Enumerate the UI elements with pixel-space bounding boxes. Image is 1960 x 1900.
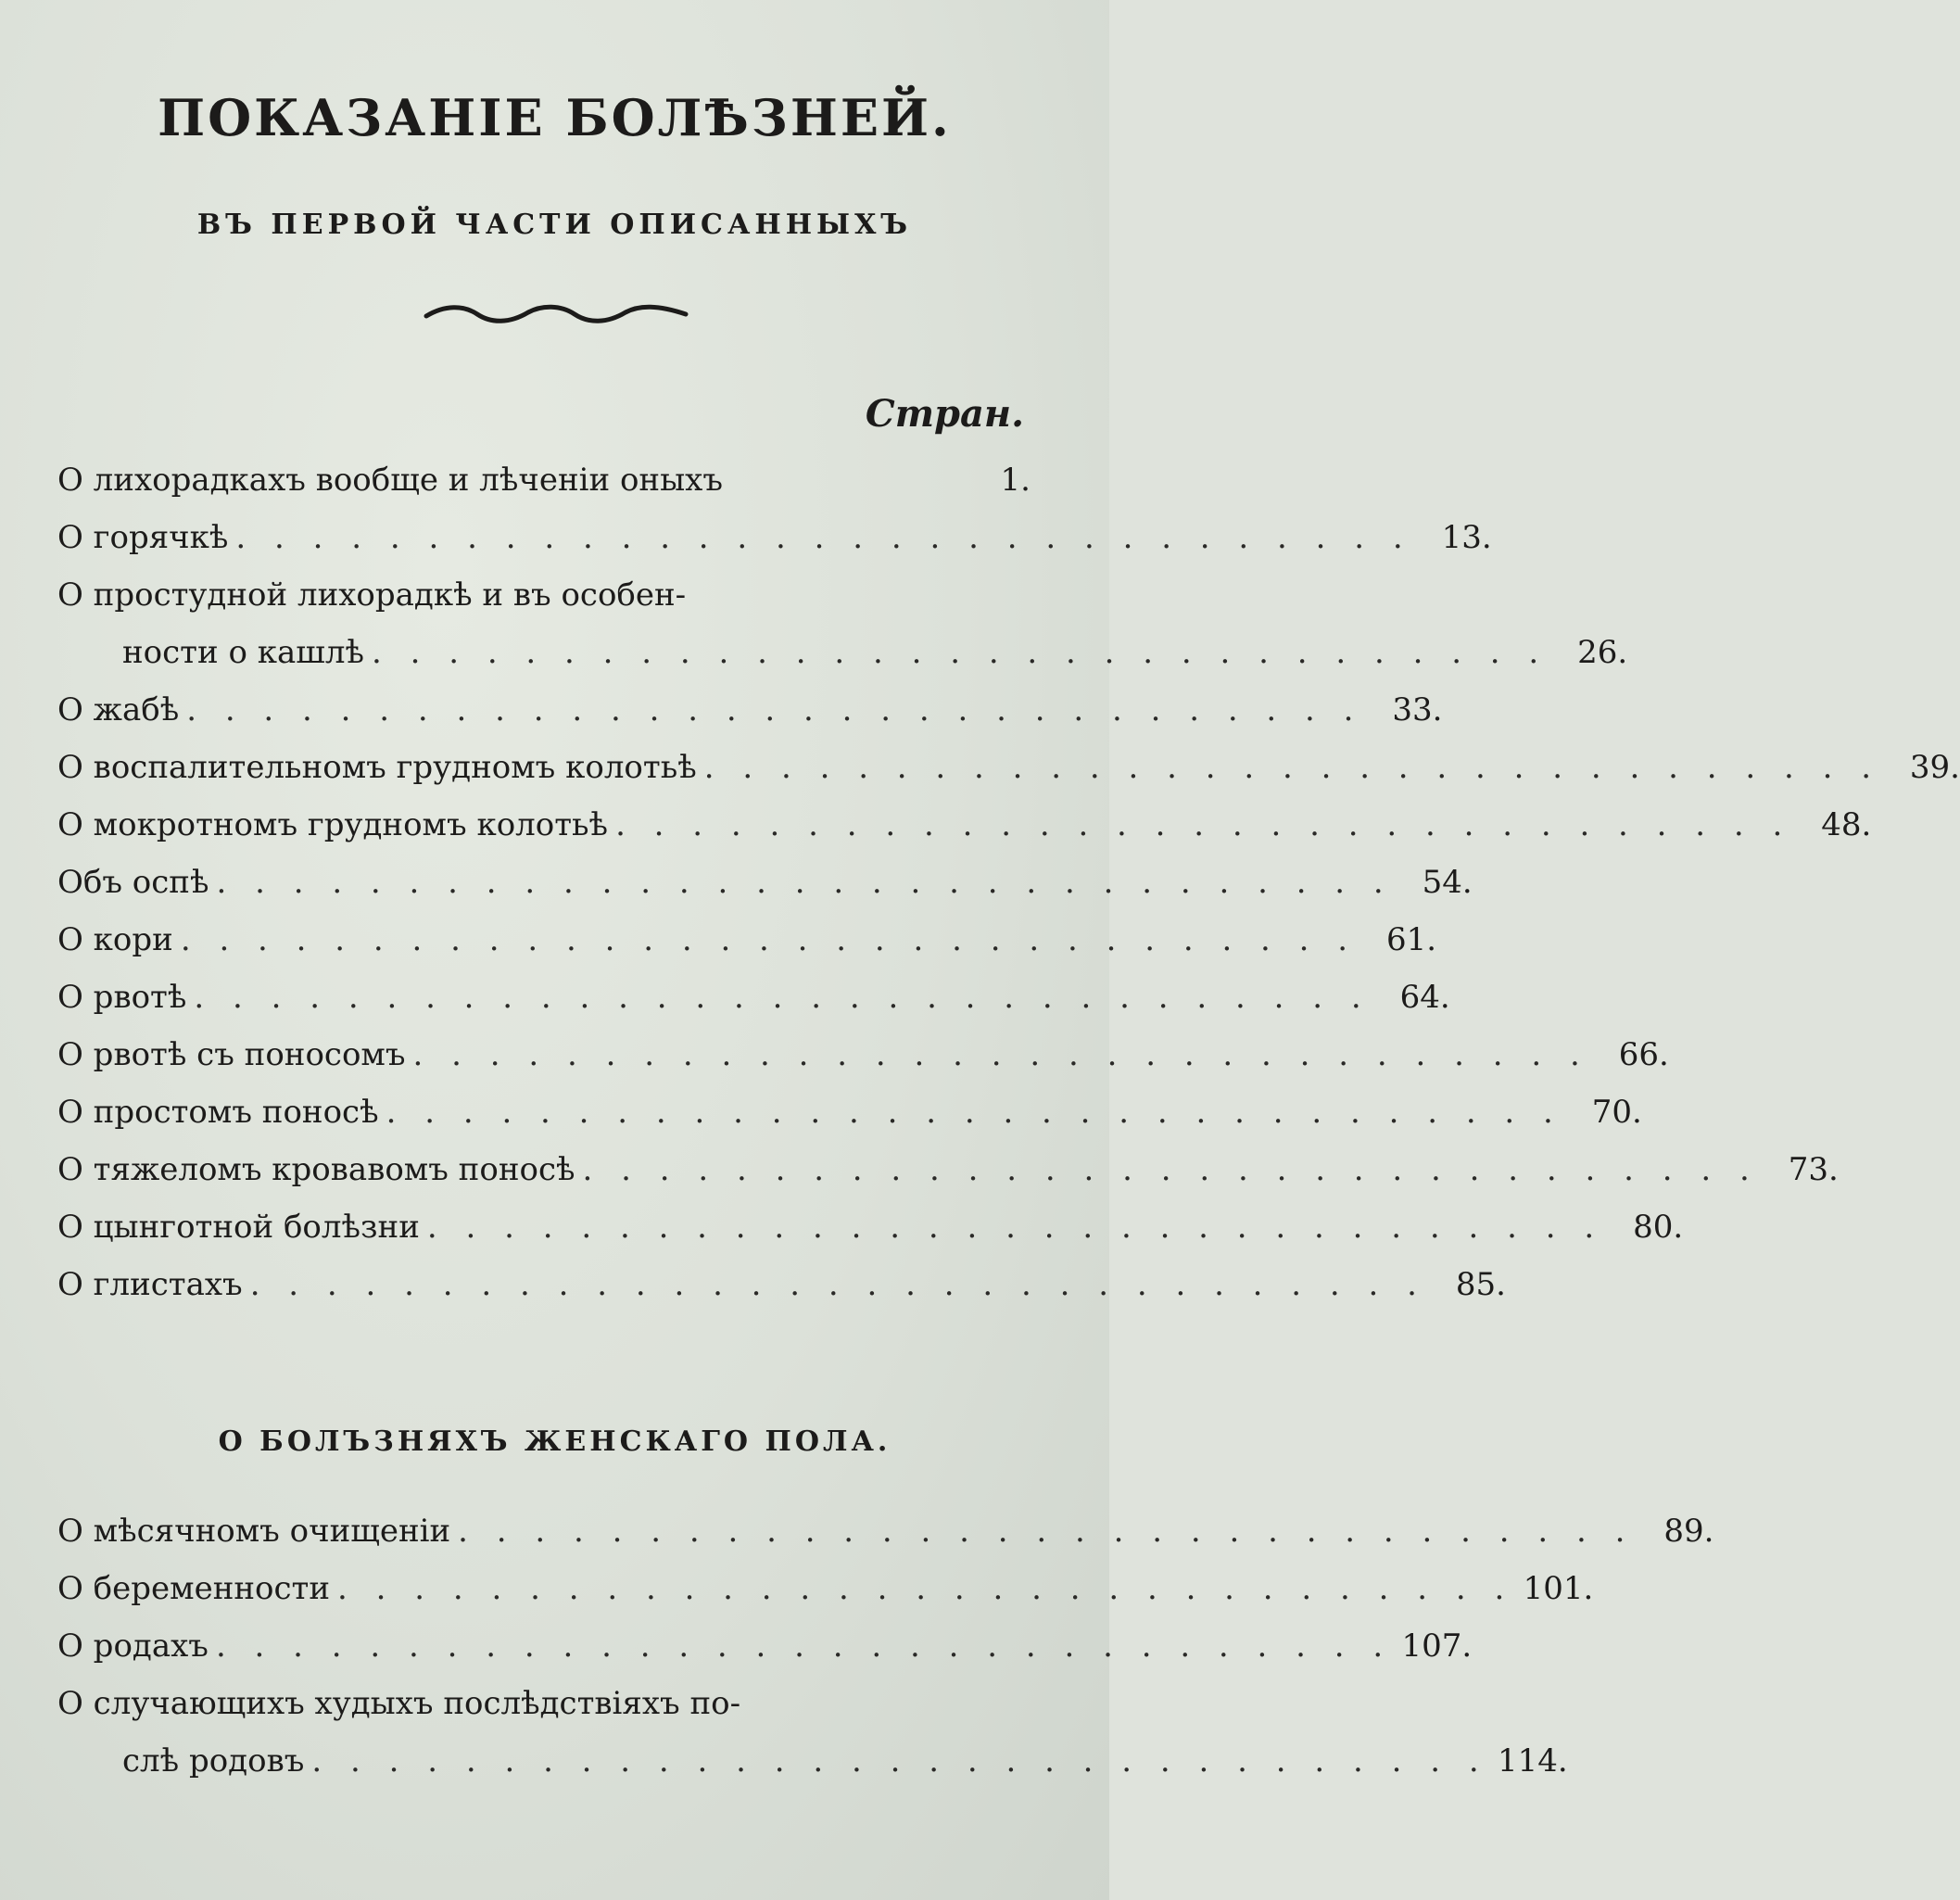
toc-entry <box>57 1513 1714 1570</box>
entry-page: 85. <box>1455 1266 1506 1303</box>
entry-page: 80. <box>1633 1209 1684 1246</box>
toc-entry <box>57 1266 1506 1324</box>
leader-dots: . . . . . . . . . . . . . . . . . . . . . . . . . . . . . . . <box>249 1266 1426 1303</box>
entry-title: О рвотѣ <box>57 979 187 1016</box>
toc-entry <box>57 1742 1568 1800</box>
entry-title: О лихорадкахъ вообще и лѣченіи оныхъ <box>57 462 723 499</box>
toc-entry <box>57 806 1872 864</box>
toc-entry <box>57 864 1473 921</box>
section-heading: О БОЛЪЗНЯХЪ ЖЕНСКАГО ПОЛА. <box>218 1425 891 1458</box>
toc-entry <box>57 749 1960 806</box>
entry-page: 70. <box>1591 1094 1642 1131</box>
toc-part1 <box>57 462 1960 1324</box>
entry-title: О мокротномъ грудномъ колотьѣ <box>57 806 609 843</box>
leader-dots: . . . . . . . . . . . . . . . . . . . . . . . . . . . . . . . <box>386 1094 1562 1131</box>
entry-page: 54. <box>1422 864 1473 901</box>
toc-entry <box>57 576 1031 634</box>
leader-dots: . . . . . . . . . . . . . . . . . . . . . . . . . . . . . . . <box>235 519 1412 556</box>
entry-page: 73. <box>1788 1151 1839 1188</box>
entry-page: 101. <box>1523 1570 1594 1607</box>
entry-title: О тяжеломъ кровавомъ поносѣ <box>57 1151 575 1188</box>
leader-dots: . . . . . . . . . . . . . . . . . . . . . . . . . . . . . . . <box>186 691 1363 728</box>
page-subtitle: ВЪ ПЕРВОЙ ЧАСТИ ОПИСАННЫХЪ <box>196 209 913 241</box>
leader-dots: . . . . . . . . . . . . . . . . . . . . . . . . . . . . . . . <box>216 864 1393 901</box>
entry-page: 26. <box>1577 634 1628 671</box>
wavy-rule-ornament <box>422 299 690 327</box>
entry-title: О кори <box>57 921 173 958</box>
leader-dots: . . . . . . . . . . . . . . . . . . . . . . . . . . . . . . . <box>337 1570 1514 1607</box>
page-title: ПОКАЗАНІЕ БОЛѢЗНЕЙ. <box>158 88 952 147</box>
entry-title: О глистахъ <box>57 1266 243 1303</box>
entry-page: 33. <box>1392 691 1443 728</box>
toc-entry <box>57 1570 1594 1628</box>
entry-title: слѣ родовъ <box>122 1742 305 1780</box>
leader-dots: . . . . . . . . . . . . . . . . . . . . . . . . . . . . . . . <box>703 749 1880 786</box>
entry-title: О рвотѣ съ поносомъ <box>57 1036 406 1073</box>
leader-dots: . . . . . . . . . . . . . . . . . . . . . . . . . . . . . . . <box>615 806 1792 843</box>
entry-page: 48. <box>1821 806 1872 843</box>
toc-entry <box>57 979 1450 1036</box>
toc-entry <box>57 1151 1839 1209</box>
toc-entry <box>57 634 1628 691</box>
toc-entry <box>57 1036 1669 1094</box>
entry-page: 114. <box>1497 1742 1568 1780</box>
toc-part2 <box>57 1513 1714 1800</box>
entry-title: О горячкѣ <box>57 519 229 556</box>
leader-dots: . . . . . . . . . . . . . . . . . . . . . . . . . . . . . . . <box>311 1742 1488 1780</box>
entry-page: 89. <box>1663 1513 1714 1550</box>
toc-entry <box>57 1209 1684 1266</box>
entry-page: 66. <box>1618 1036 1669 1073</box>
leader-dots: . . . . . . . . . . . . . . . . . . . . . . . . . . . . . . . <box>371 634 1549 671</box>
entry-title: Объ оспѣ <box>57 864 209 901</box>
entry-title: О беременности <box>57 1570 331 1607</box>
entry-page: 13. <box>1441 519 1492 556</box>
toc-entry <box>57 462 1031 519</box>
entry-title: О цынготной болѣзни <box>57 1209 420 1246</box>
entry-title: О жабѣ <box>57 691 180 728</box>
leader-dots: . . . . . . . . . . . . . . . . . . . . . . . . . . . . . . . <box>426 1209 1604 1246</box>
entry-page: 107. <box>1401 1628 1473 1665</box>
toc-entry <box>57 1685 1031 1742</box>
entry-title: О мѣсячномъ очищеніи <box>57 1513 451 1550</box>
toc-entry <box>57 921 1437 979</box>
leader-dots: . . . . . . . . . . . . . . . . . . . . . . . . . . . . . . . <box>582 1151 1759 1188</box>
entry-title: О воспалительномъ грудномъ колотьѣ <box>57 749 697 786</box>
entry-title: ности о кашлѣ <box>122 634 364 671</box>
leader-dots: . . . . . . . . . . . . . . . . . . . . . . . . . . . . . . . <box>458 1513 1635 1550</box>
leader-dots: . . . . . . . . . . . . . . . . . . . . . . . . . . . . . . . <box>194 979 1371 1016</box>
page-column-label: Стран. <box>865 392 1024 436</box>
leader-dots: . . . . . . . . . . . . . . . . . . . . . . . . . . . . . . . <box>412 1036 1589 1073</box>
leader-dots: . . . . . . . . . . . . . . . . . . . . . . . . . . . . . . . <box>180 921 1358 958</box>
entry-page: 1. <box>1000 462 1031 499</box>
toc-entry <box>57 1094 1642 1151</box>
entry-page: 39. <box>1909 749 1960 786</box>
toc-entry <box>57 1628 1473 1685</box>
toc-entry <box>57 519 1492 576</box>
leader-dots: . . . . . . . . . . . . . . . . . . . . . . . . . . . . . . . <box>215 1628 1393 1665</box>
entry-title: О простудной лихорадкѣ и въ особен- <box>57 576 687 614</box>
entry-title: О случающихъ худыхъ послѣдствіяхъ по- <box>57 1685 741 1722</box>
toc-entry <box>57 691 1443 749</box>
entry-title: О родахъ <box>57 1628 209 1665</box>
entry-page: 61. <box>1386 921 1437 958</box>
entry-title: О простомъ поносѣ <box>57 1094 379 1131</box>
entry-page: 64. <box>1399 979 1450 1016</box>
